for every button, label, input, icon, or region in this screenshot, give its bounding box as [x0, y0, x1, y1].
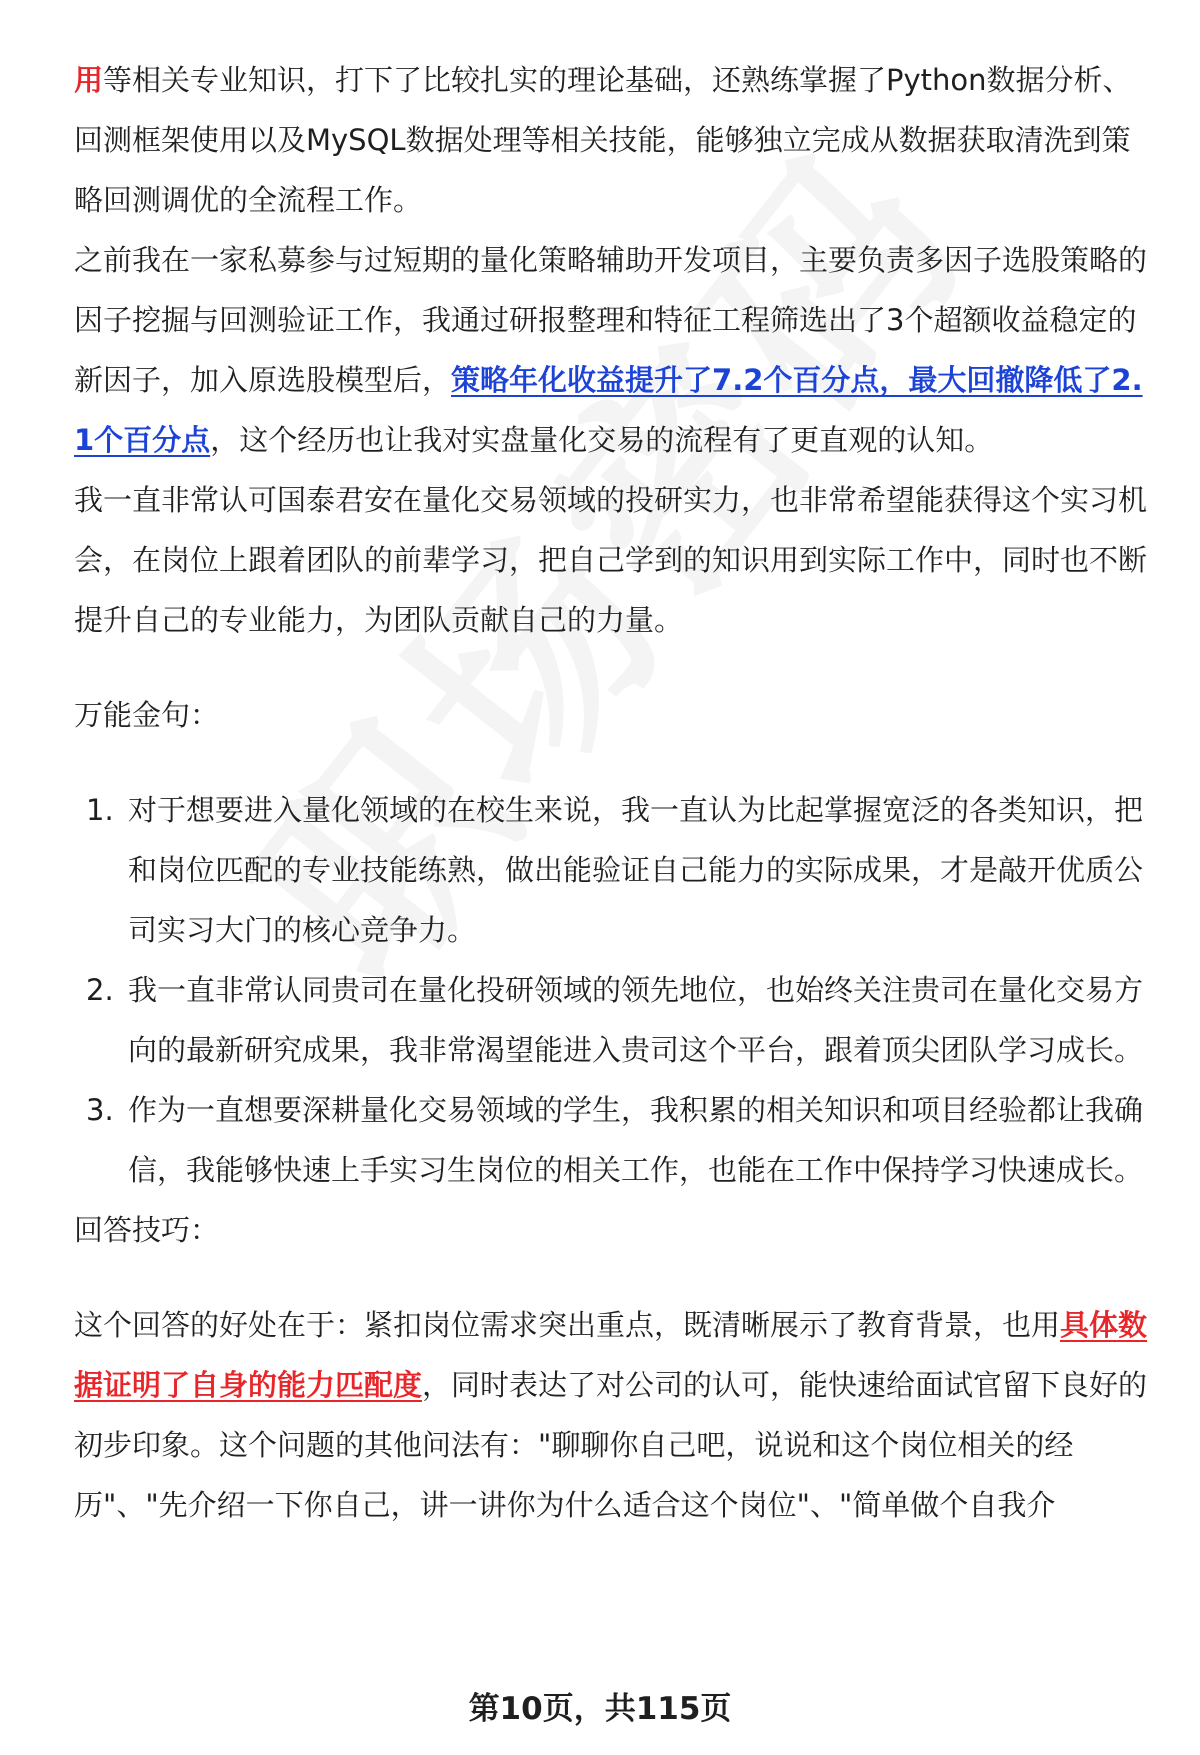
paragraph-education	[74, 50, 1154, 230]
list-item-text: 我一直非常认同贵司在量化投研领域的领先地位，也始终关注贵司在量化交易方向的最新研究成果，我非常渴望能进入贵司这个平台，跟着顶尖团队学习成长。	[128, 973, 1144, 1067]
section-label-tips: 回答技巧：	[74, 1213, 220, 1247]
list-item-text: 对于想要进入量化领域的在校生来说，我一直认为比起掌握宽泛的各类知识，把和岗位匹配的专业技能练熟，做出能验证自己能力的实际成果，才是敲开优质公司实习大门的核心竞争力。	[128, 793, 1144, 947]
golden-sentences-list	[74, 780, 1154, 1200]
highlight-red-lead: 用	[74, 63, 104, 97]
page-number-footer: 第10页，共115页	[468, 1691, 732, 1727]
paragraph-text: ，同时表达了对公司的认可，能快速给面试官留下良好的初步印象。这个问题的其他问法有："聊聊你自己吧，说说和这个岗位相关的经历"、"先介绍一下你自己，讲一讲你为什么适合这个岗位"、"简单做个自我介	[74, 1368, 1148, 1522]
highlight-blue-result: 策略年化收益提升了7.2个百分点，最大回撤降低了2.1个百分点	[74, 363, 1143, 457]
paragraph-text: 这个回答的好处在于：紧扣岗位需求突出重点，既清晰展示了教育背景，也用	[74, 1308, 1061, 1342]
paragraph-text: 之前我在一家私募参与过短期的量化策略辅助开发项目，主要负责多因子选股策略的因子挖掘与回测验证工作，我通过研报整理和特征工程筛选出了3个超额收益稳定的新因子，加入原选股模型后，	[74, 243, 1148, 397]
highlight-red-key-point: 具体数据证明了自身的能力匹配度	[74, 1308, 1148, 1402]
section-label-golden-sentences: 万能金句：	[74, 698, 220, 732]
list-item-number: 1.	[86, 793, 114, 827]
document-body	[74, 50, 1154, 1535]
list-item	[74, 1080, 1154, 1200]
list-item-text: 作为一直想要深耕量化交易领域的学生，我积累的相关知识和项目经验都让我确信，我能够快速上手实习生岗位的相关工作，也能在工作中保持学习快速成长。	[128, 1093, 1144, 1187]
paragraph-text: 等相关专业知识，打下了比较扎实的理论基础，还熟练掌握了Python数据分析、回测框架使用以及MySQL数据处理等相关技能，能够独立完成从数据获取清洗到策略回测调优的全流程工作。	[74, 63, 1132, 217]
paragraph-tips	[74, 1295, 1154, 1535]
paragraph-text: ，这个经历也让我对实盘量化交易的流程有了更直观的认知。	[210, 423, 994, 457]
list-item	[74, 780, 1154, 960]
paragraph-motivation: 我一直非常认可国泰君安在量化交易领域的投研实力，也非常希望能获得这个实习机会，在岗位上跟着团队的前辈学习，把自己学到的知识用到实际工作中，同时也不断提升自己的专业能力，为团队贡献自己的力量。	[74, 483, 1148, 637]
list-item	[74, 960, 1154, 1080]
list-item-number: 3.	[86, 1093, 114, 1127]
paragraph-experience	[74, 230, 1154, 470]
list-item-number: 2.	[86, 973, 114, 1007]
